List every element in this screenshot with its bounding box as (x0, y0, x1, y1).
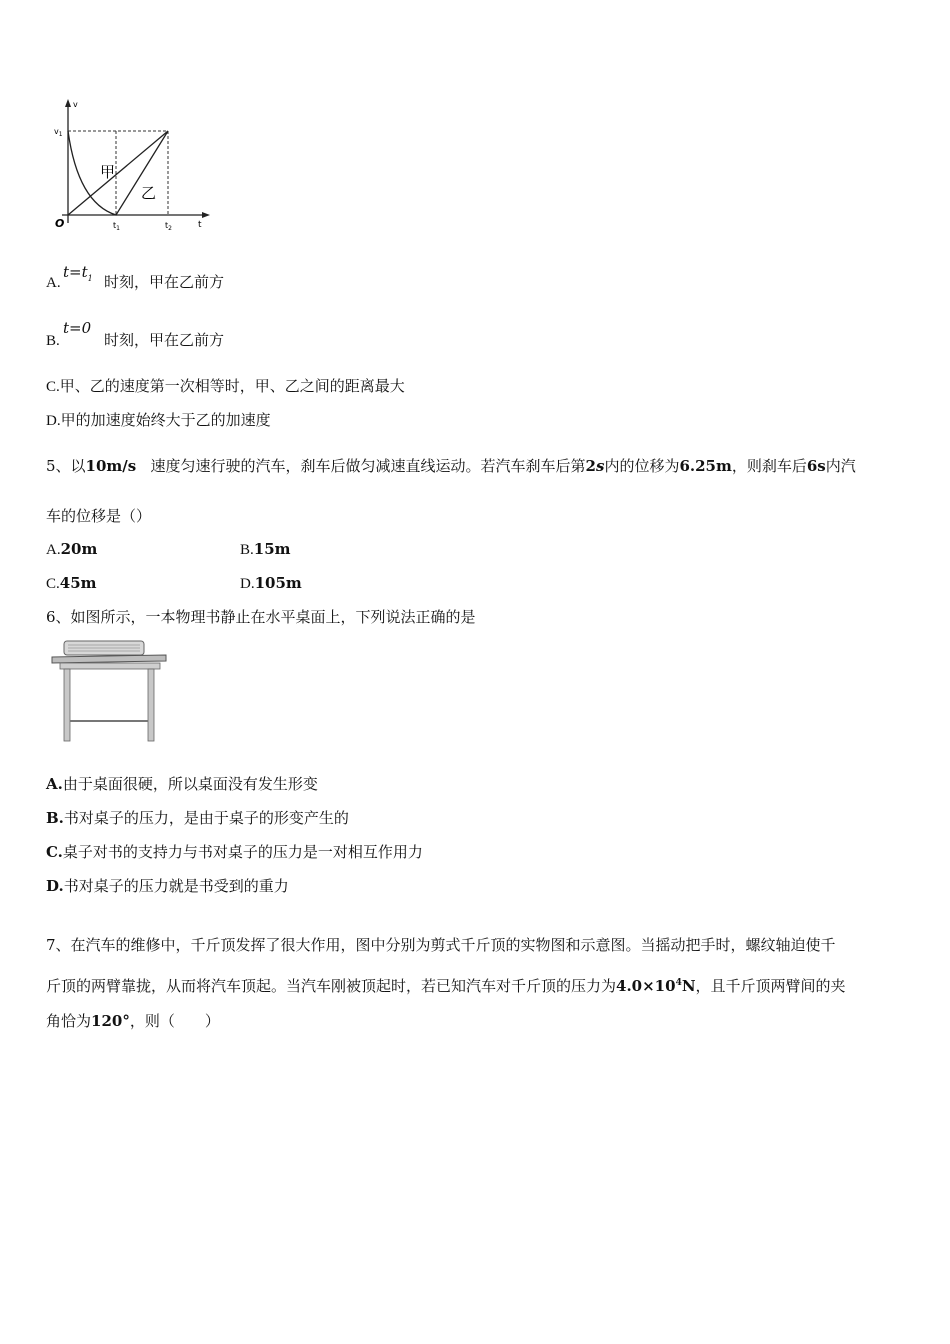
vt-graph (48, 95, 218, 235)
q6-stem: 6、如图所示，一本物理书静止在水平桌面上，下列说法正确的是 (46, 608, 476, 626)
option-text: 甲、乙的速度第一次相等时，甲、乙之间的距离最大 (59, 377, 405, 395)
table-leg-right (148, 669, 154, 741)
math-t-eq-0: t=0 (63, 319, 92, 337)
q7-stem-line1: 7、在汽车的维修中，千斤顶发挥了很大作用，图中分别为剪式千斤顶的实物图和示意图。当摇动把手时，螺纹轴迫使千 (46, 936, 836, 954)
axis-t-label: t (198, 220, 202, 230)
math-t-eq-t1: $t=t_1$ (63, 263, 93, 283)
q5-option-c: C.45m (46, 574, 97, 592)
curve-jia-line (68, 131, 168, 215)
q4-option-d (46, 410, 271, 431)
option-label: D. (46, 413, 61, 429)
curve-yi-label: 乙 (141, 184, 157, 202)
option-label: C. (46, 379, 60, 395)
q6-option-b: B.书对桌子的压力，是由于桌子的形变产生的 (46, 809, 349, 827)
q6-option-a: A.由于桌面很硬，所以桌面没有发生形变 (46, 775, 318, 793)
option-text: 甲的加速度始终大于乙的加速度 (60, 411, 271, 429)
table-leg-left (64, 669, 70, 741)
q5-option-a: A.20m (46, 540, 98, 558)
q7-stem-line2: 斤顶的两臂靠拢，从而将汽车顶起。当汽车刚被顶起时，若已知汽车对千斤顶的压力为$4.0\times 10^4N$，且千斤顶两臂间的夹 (46, 977, 846, 995)
option-text: 时刻，甲在乙前方 (104, 273, 225, 291)
curve-jia-label: 甲 (100, 163, 116, 181)
v1-label: $v_1$ (54, 127, 63, 138)
q6-option-d: D.书对桌子的压力就是书受到的重力 (46, 877, 289, 895)
q4-option-c (46, 376, 405, 397)
option-text: 时刻，甲在乙前方 (104, 331, 225, 349)
q7-stem-line3: 角恰为120°，则（ ） (46, 1012, 220, 1030)
option-label: A. (46, 275, 61, 291)
origin-label: O (55, 217, 65, 230)
axis-v-label: v (73, 100, 78, 109)
t2-label: $t_2$ (165, 221, 172, 232)
q5-stem-line1: 5、以10m/s 速度匀速行驶的汽车，刹车后做匀减速直线运动。若汽车刹车后第2s内的位移为6.25m，则刹车后6s内汽 (46, 457, 856, 475)
t-axis-arrow (202, 212, 210, 218)
table-top (52, 655, 166, 663)
q5-option-d: D.105m (240, 574, 302, 592)
t1-label: $t_1$ (113, 221, 120, 232)
v-axis-arrow (65, 99, 71, 107)
q5-stem-line2: 车的位移是（） (46, 507, 152, 525)
q5-option-b: B.15m (240, 540, 291, 558)
q6-option-c: C.桌子对书的支持力与书对桌子的压力是一对相互作用力 (46, 843, 423, 861)
option-label: B. (46, 333, 60, 349)
book-on-table-figure (48, 637, 172, 745)
